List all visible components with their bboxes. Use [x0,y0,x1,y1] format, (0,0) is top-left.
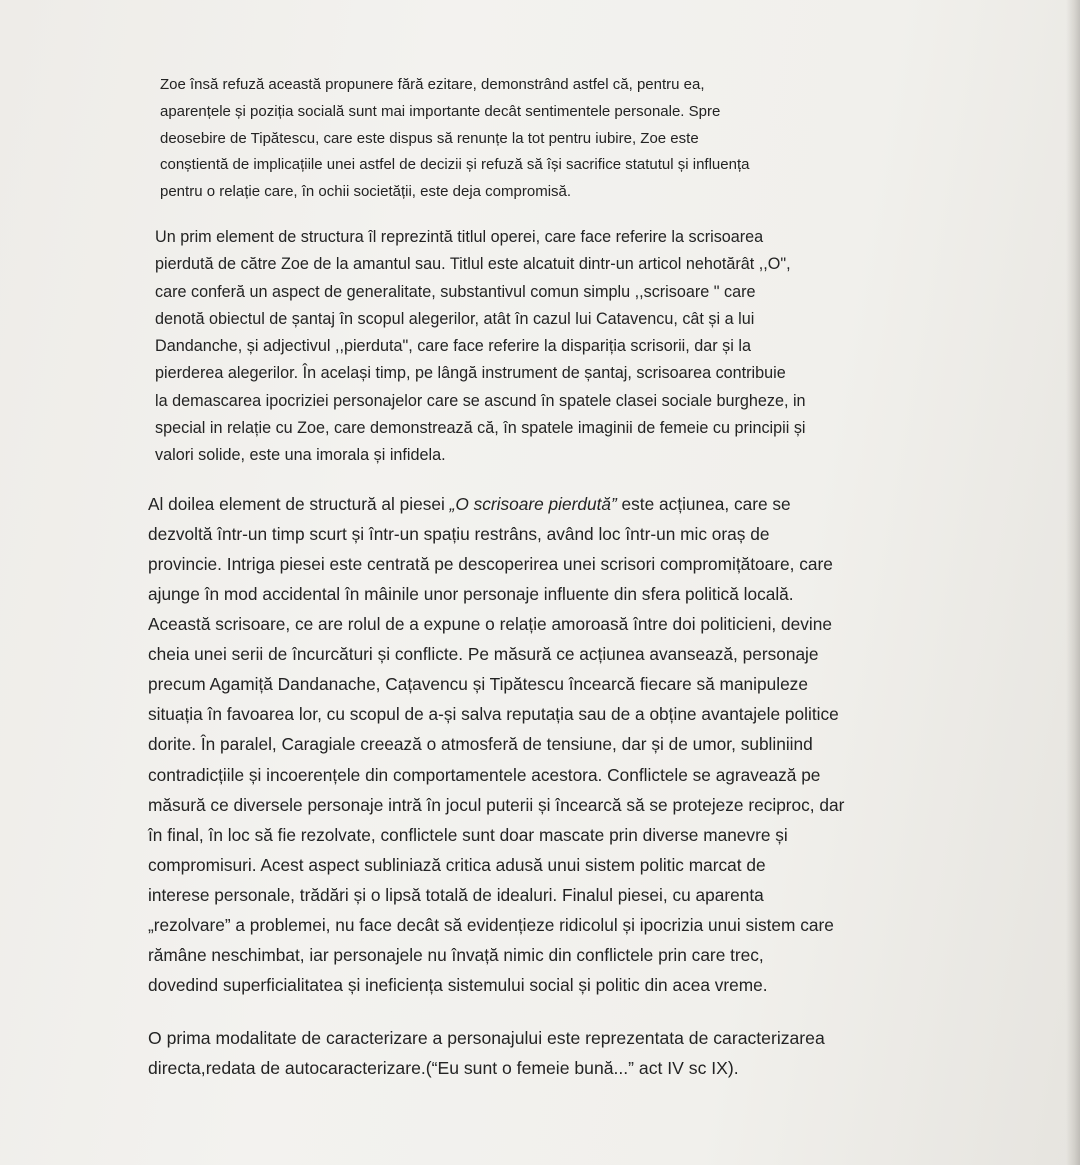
text-line: pierdută de către Zoe de la amantul sau. Titlul este alcatuit dintr-un articol nehotărât ,,O", [155,255,791,274]
text-line: conștientă de implicațiile unei astfel de decizii și refuză să își sacrifice statutul și influența [160,156,750,174]
text-line: Dandanche, și adjectivul ,,pierduta", care face referire la dispariția scrisorii, dar și la [155,337,751,356]
text-line: contradicțiile și incoerențele din comportamentele acestora. Conflictele se agravează pe [148,764,821,785]
text-line: valori solide, este una imorala și infidela. [155,446,446,465]
text-line: dezvoltă într-un timp scurt și într-un spațiu restrâns, având loc într-un mic oraș de [148,523,770,544]
text-line: aparențele și poziția socială sunt mai importante decât sentimentele personale. Spre [160,102,721,120]
text-line: O prima modalitate de caracterizare a personajului este reprezentata de caracterizarea [148,1028,825,1049]
text-line: deosebire de Tipătescu, care este dispus să renunțe la tot pentru iubire, Zoe este [160,129,699,147]
text-line: directa,redata de autocaracterizare.(“Eu sunt o femeie bună...” act IV sc IX). [148,1058,739,1079]
text-line: măsură ce diversele personaje intră în jocul puterii și încearcă să se protejeze reciproc, dar [148,794,845,815]
text-line: Zoe însă refuză această propunere fără ezitare, demonstrând astfel că, pentru ea, [160,76,705,93]
document-body [148,72,956,1083]
text-line: pierderea alegerilor. În același timp, pe lângă instrument de șantaj, scrisoarea contribuie [155,364,786,383]
text-line: situația în favoarea lor, cu scopul de a-și salva reputația sau de a obține avantajele politice [148,704,839,725]
paragraph-characterization [148,1023,956,1083]
text-line: denotă obiectul de șantaj în scopul alegerilor, atât în cazul lui Catavencu, cât și a lui [155,309,755,328]
text-line: dovedind superficialitatea și ineficiența sistemului social și politic din acea vreme. [148,975,768,996]
text-line: interese personale, trădări și o lipsă totală de idealuri. Finalul piesei, cu aparenta [148,884,764,905]
text-segment: este acțiunea, care se [616,493,791,514]
paragraph-action-analysis [148,489,956,1001]
paragraph-title-analysis [148,224,956,470]
text-line-first [148,489,956,519]
text-line: cheia unei serii de încurcături și conflicte. Pe măsură ce acțiunea avansează, personaje [148,644,819,665]
paragraph-zoe-refusal [148,72,956,206]
text-line: la demascarea ipocriziei personajelor care se ascund în spatele clasei sociale burgheze, in [155,391,806,410]
text-line: precum Agamiță Dandanache, Cațavencu și Tipătescu încearcă fiecare să manipuleze [148,674,808,695]
page-edge-shadow [1066,0,1080,1165]
text-line: Un prim element de structura îl reprezintă titlul operei, care face referire la scrisoarea [155,227,764,246]
text-line: dorite. În paralel, Caragiale creează o atmosferă de tensiune, dar și de umor, subliniind [148,734,813,755]
text-line: provincie. Intriga piesei este centrată pe descoperirea unei scrisori compromițătoare, care [148,553,833,574]
text-segment: Al doilea element de structură al piesei [148,493,450,514]
text-line: rămâne neschimbat, iar personajele nu învață nimic din conflictele prin care trec, [148,945,764,966]
text-line: „rezolvare” a problemei, nu face decât să evidențieze ridicolul și ipocrizia unui sistem care [148,914,834,935]
text-line: ajunge în mod accidental în mâinile unor personaje influente din sfera politică locală. [148,583,794,604]
text-line: pentru o relație care, în ochii societății, este deja compromisă. [160,183,572,201]
text-line: special in relație cu Zoe, care demonstrează că, în spatele imaginii de femeie cu principii și [155,419,806,438]
text-line: Această scrisoare, ce are rolul de a expune o relație amoroasă între doi politicieni, devine [148,614,832,635]
text-line: care conferă un aspect de generalitate, substantivul comun simplu ,,scrisoare " care [155,282,756,301]
play-title: „O scrisoare pierdută” [449,493,617,514]
text-line: compromisuri. Acest aspect subliniază critica adusă unui sistem politic marcat de [148,854,766,875]
text-line: în final, în loc să fie rezolvate, conflictele sunt doar mascate prin diverse manevre și [148,824,788,845]
